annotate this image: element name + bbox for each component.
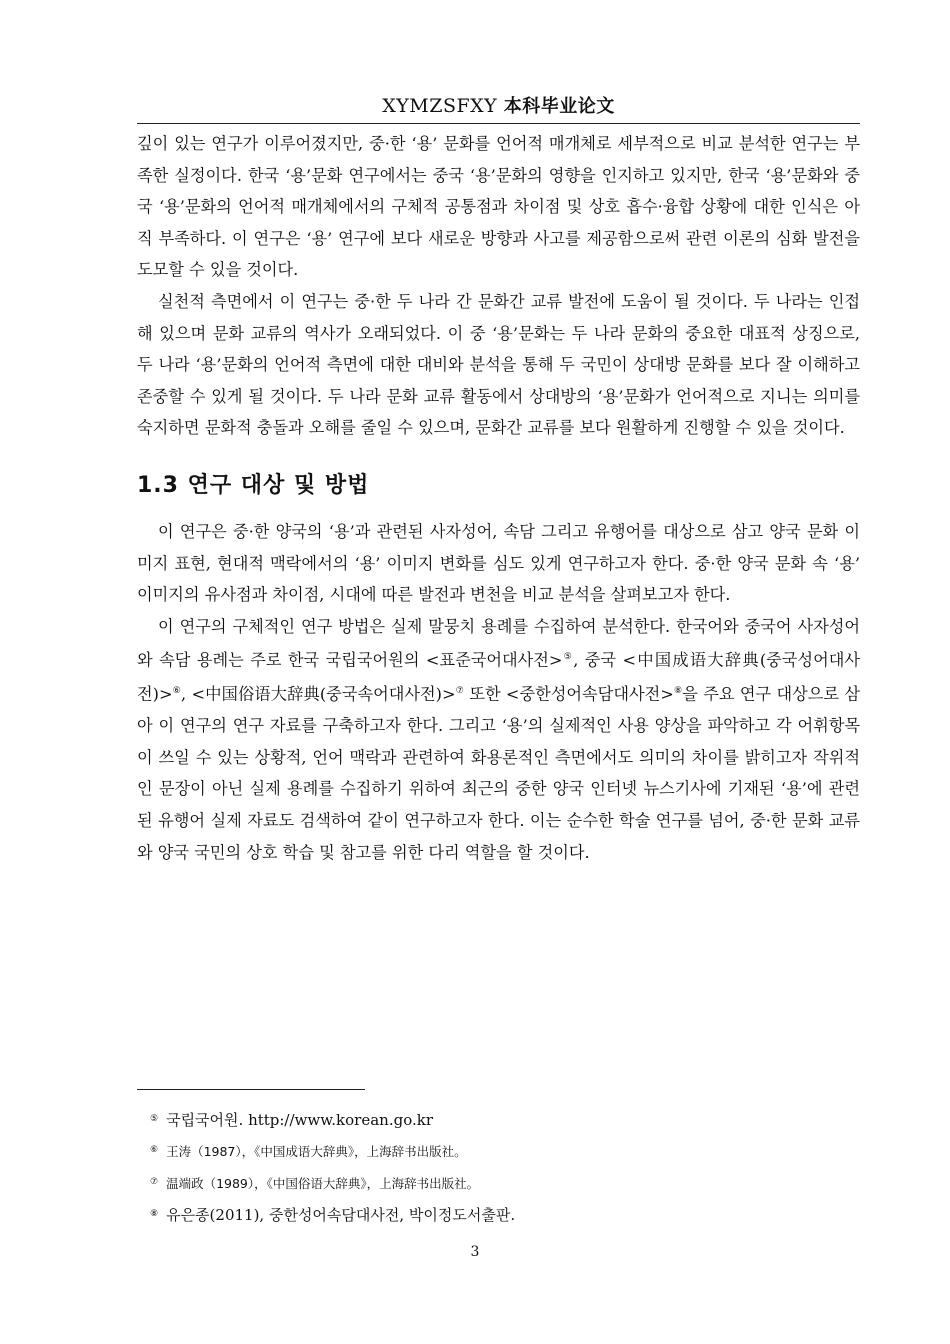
footnote [150, 1104, 850, 1135]
method-paragraph [137, 611, 860, 869]
footnote-divider [137, 1089, 365, 1090]
method-text: 또한 <중한성어속담대사전> [463, 684, 674, 704]
footnote-mark: ⑥ [150, 1145, 159, 1155]
header-title [382, 95, 615, 117]
method-text: 을 주요 연구 대상으로 삼아 이 연구의 연구 자료를 구축하고자 한다. 그리고 ‘용’의 실제적인 사용 양상을 파악하고 각 어휘항목이 쓰일 수 있는 상황적, 언어 맥락과 관련하여 화용론적인 측면에서도 의미의 차이를 밝히고자 작위적인 문장이 아닌 실제 용례를 수집하기 위하여 최근의 중한 양국 인터넷 뉴스기사에 기재된 ‘용’에 관련된 유행어 실제 자료도 검색하여 같이 연구하고자 한다. 이는 순수한 학술 연구를 넘어, 중·한 문화 교류와 양국 국민의 상호 학습 및 참고를 위한 다리 역할을 할 것이다. [137, 684, 860, 862]
header-chinese: 本科毕业论文 [503, 96, 615, 117]
method-text: , 중국 <中国成语大辞典(중국성어대사전)> [137, 650, 860, 704]
footnote-text: 유은종(2011), 중한성어속담대사전, 박이정도서출판. [166, 1206, 516, 1224]
header-latin: XYMZSFXY [382, 95, 498, 117]
footnote-ref: ⑥ [172, 686, 181, 697]
page-number: 3 [470, 1244, 480, 1260]
footnotes [150, 1104, 850, 1230]
paragraph: 깊이 있는 연구가 이루어졌지만, 중·한 ‘용’ 문화를 언어적 매개체로 세부적으로 비교 분석한 연구는 부족한 실정이다. 한국 ‘용’문화 연구에서는 중국 ‘용’문화의 영향을 인지하고 있지만, 한국 ‘용’문화와 중국 ‘용’문화의 언어적 매개체에서의 구체적 공통점과 차이점 및 상호 흡수·융합 상황에 대한 인식은 아직 부족하다. 이 연구은 ‘용’ 연구에 보다 새로운 방향과 사고를 제공함으로써 관련 이론의 심화 발전을 도모할 수 있을 것이다. [137, 134, 860, 280]
document-body [137, 128, 860, 868]
footnote-mark: ⑦ [150, 1177, 159, 1187]
footnote-ref: ⑦ [455, 686, 464, 697]
paragraph: 이 연구은 중·한 양국의 ‘용’과 관련된 사자성어, 속담 그리고 유행어를 대상으로 삼고 양국 문화 이미지 표현, 현대적 맥락에서의 ‘용’ 이미지 변화를 심도 있게 연구하고자 한다. 중·한 양국 문화 속 ‘용’ 이미지의 유사점과 차이점, 시대에 따른 발전과 변천을 비교 분석을 살펴보고자 한다. [137, 521, 860, 605]
method-text: 이 연구의 구체적인 연구 방법은 실제 말뭉치 용례를 수집하여 분석한다. 한국어와 중국어 사자성어와 속담 용례는 주로 한국 국립국어원의 <표준국어대사전> [137, 616, 860, 670]
footnote-mark: ⑤ [150, 1114, 159, 1124]
footnote [150, 1167, 850, 1199]
footnote-text: 국립국어원. http://www.korean.go.kr [166, 1111, 433, 1129]
footnote [150, 1199, 850, 1230]
section-heading: 1.3 연구 대상 및 방법 [137, 472, 370, 498]
footnote-ref: ⑧ [673, 686, 683, 697]
method-text: , <中国俗语大辞典(중국속어대사전)> [180, 684, 456, 704]
footnote-ref: ⑤ [562, 652, 574, 663]
footnote-text: 王涛（1987），《中国成语大辞典》，上海辞书出版社。 [166, 1144, 467, 1159]
footnote-mark: ⑧ [150, 1209, 159, 1219]
page-header [137, 92, 860, 124]
footnote [150, 1135, 850, 1167]
paragraph: 실천적 측면에서 이 연구는 중·한 두 나라 간 문화간 교류 발전에 도움이 될 것이다. 두 나라는 인접해 있으며 문화 교류의 역사가 오래되었다. 이 중 ‘용’문화는 두 나라 문화의 중요한 대표적 상징으로, 두 나라 ‘용’문화의 언어적 측면에 대한 대비와 분석을 통해 두 국민이 상대방 문화를 보다 잘 이해하고 존중할 수 있게 될 것이다. 두 나라 문화 교류 활동에서 상대방의 ‘용’문화가 언어적으로 지니는 의미를 숙지하면 문화적 충돌과 오해를 줄일 수 있으며, 문화간 교류를 보다 원활하게 진행할 수 있을 것이다. [137, 291, 860, 438]
footnote-text: 温端政（1989），《中国俗语大辞典》，上海辞书出版社。 [166, 1176, 480, 1191]
